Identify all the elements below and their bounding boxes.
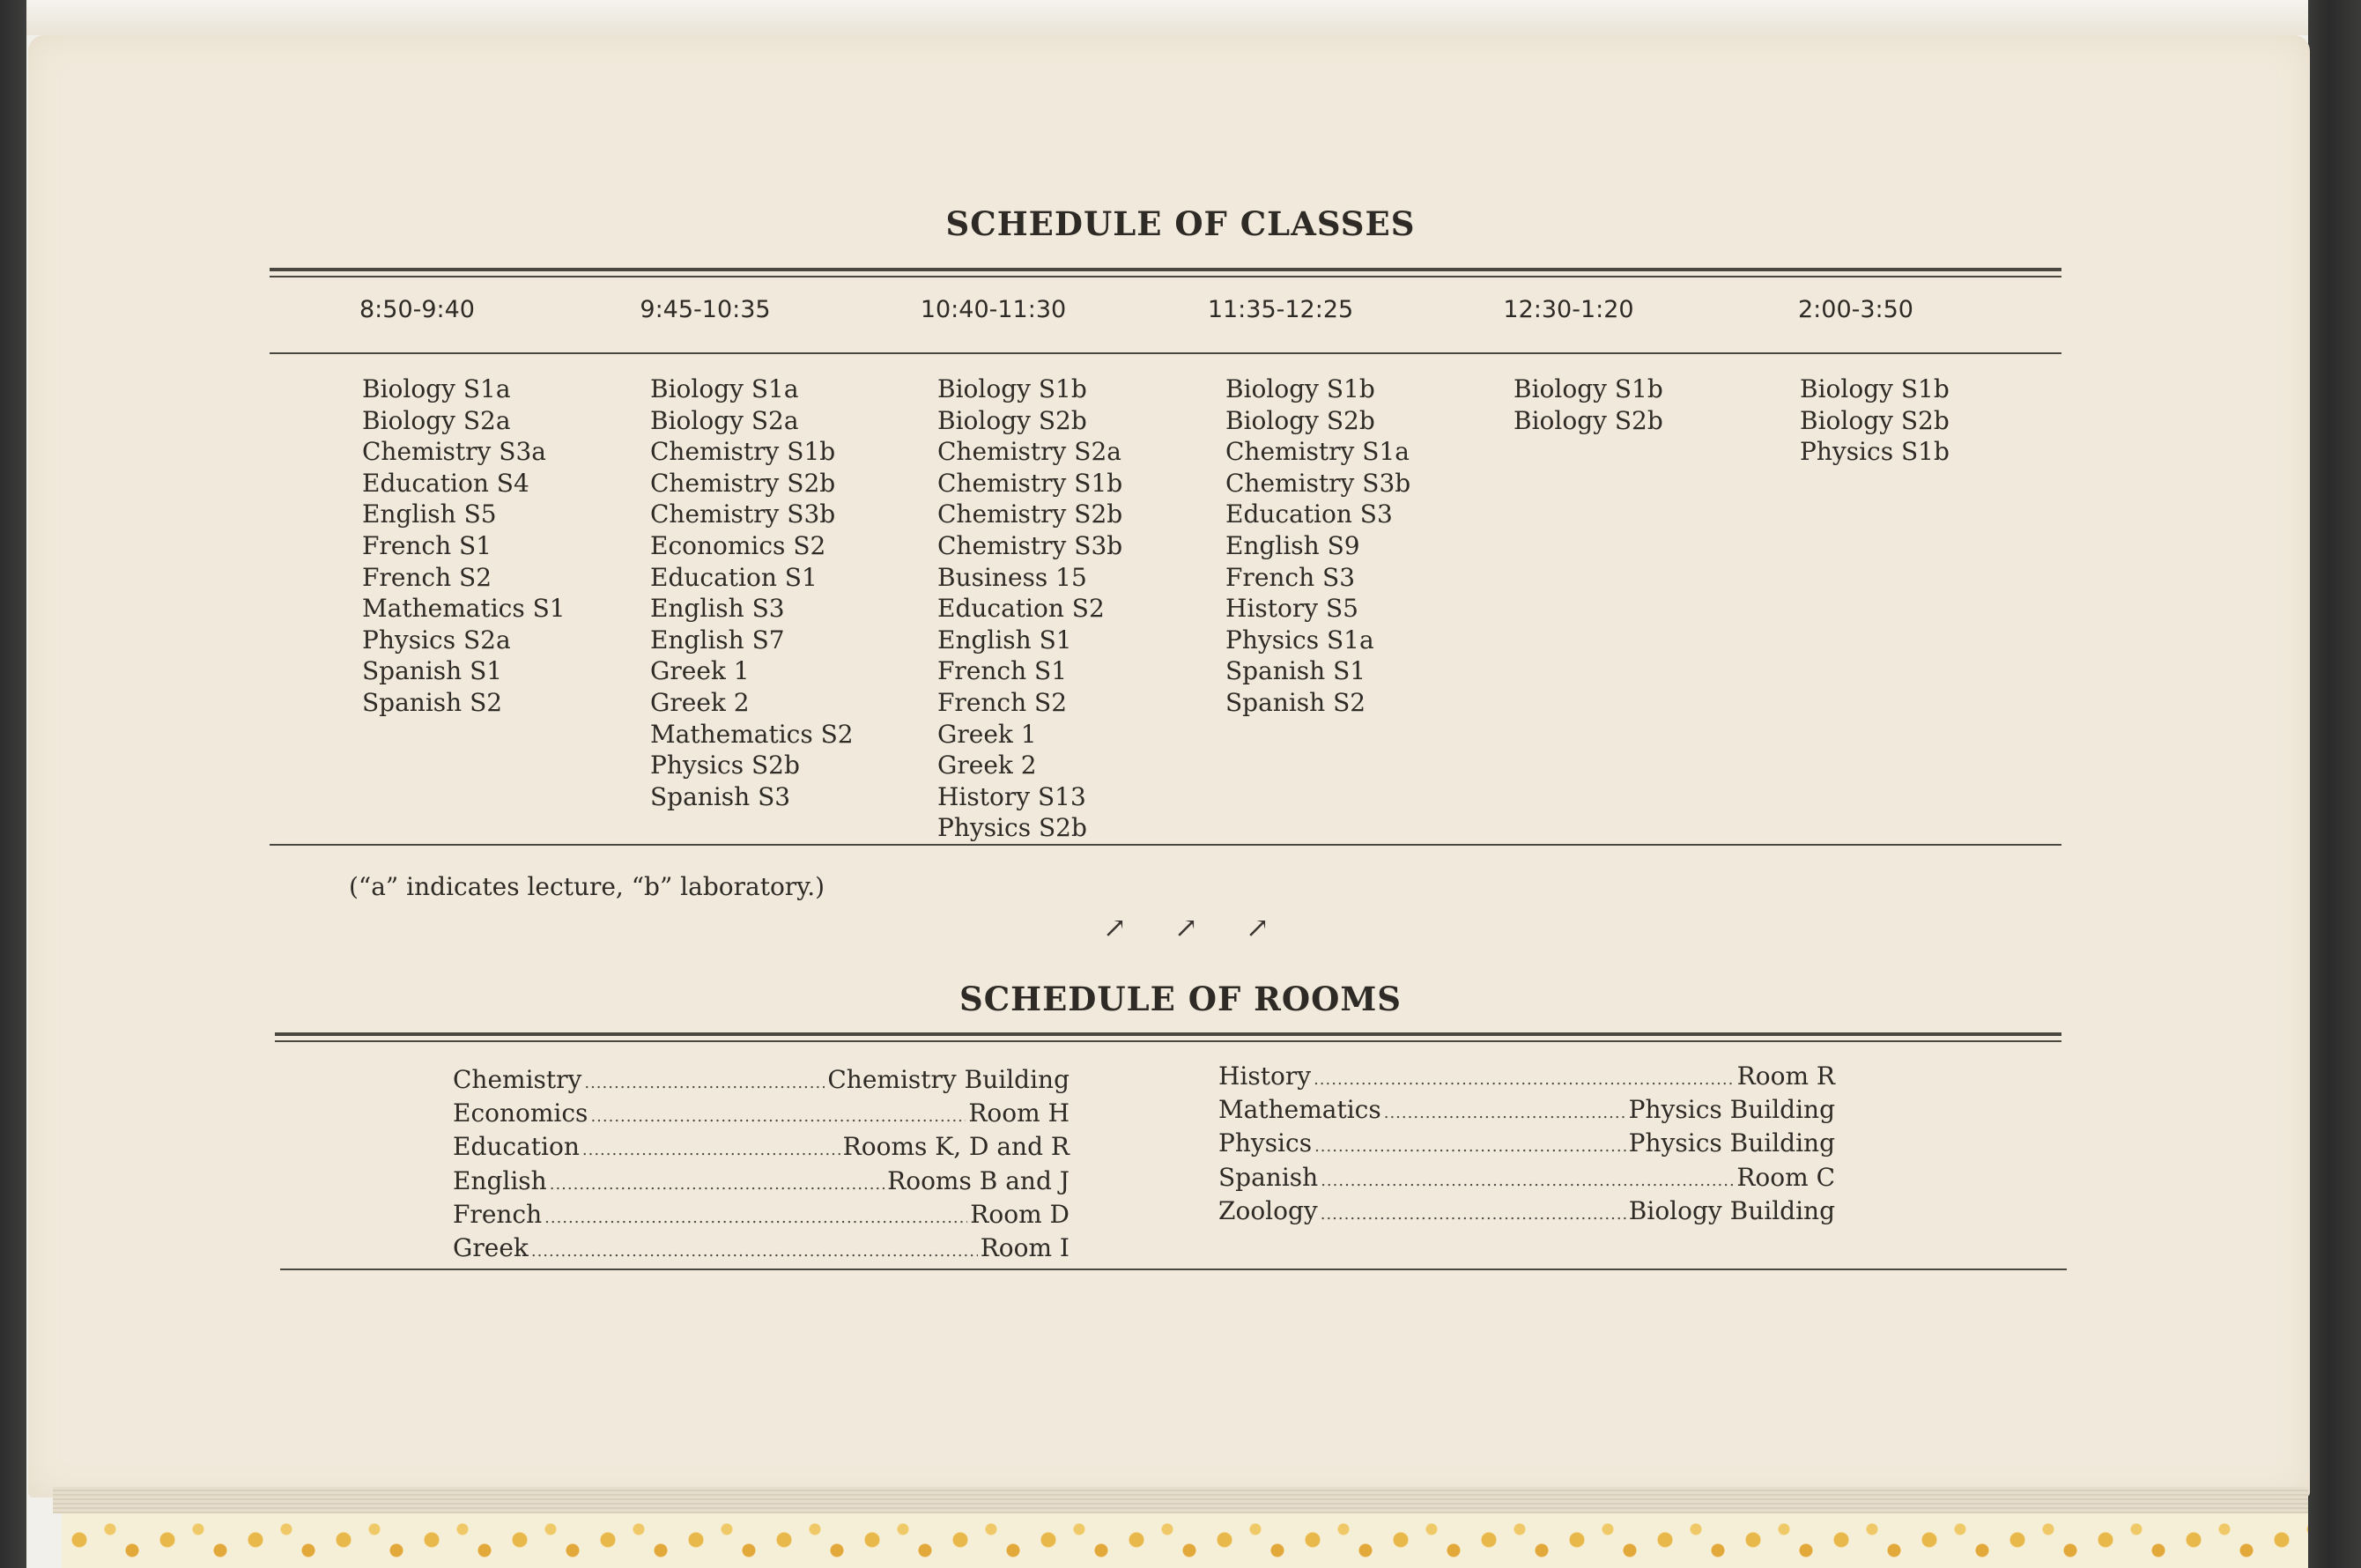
class-entry: Business 15 (937, 562, 1087, 592)
class-entry: Biology S2a (362, 405, 511, 435)
class-entry: Biology S2b (1514, 405, 1663, 435)
time-header-row (273, 296, 2000, 331)
room-location: Physics Building (1628, 1095, 1835, 1125)
dot-leader (584, 1069, 825, 1098)
class-entry: Physics S2b (650, 751, 800, 780)
room-row (1218, 1163, 1835, 1196)
class-entry: Chemistry S2b (650, 468, 836, 498)
room-location: Room I (980, 1233, 1069, 1263)
class-entry: Chemistry S1b (650, 437, 836, 467)
room-subject: Greek (453, 1233, 529, 1263)
class-entry: Chemistry S1a (1225, 437, 1410, 467)
page-top-edge (26, 0, 2308, 35)
class-entry: Biology S1b (1514, 374, 1663, 403)
rooms-rule-thin (275, 1040, 2061, 1042)
class-entry: Spanish S3 (650, 781, 791, 811)
room-subject: Spanish (1218, 1162, 1319, 1192)
class-entry: Education S3 (1225, 499, 1393, 529)
class-column (650, 374, 854, 812)
rooms-rule-thick (275, 1032, 2061, 1036)
room-subject: History (1218, 1061, 1312, 1091)
class-entry: French S1 (362, 530, 492, 560)
schedule-of-rooms-title: SCHEDULE OF ROOMS (958, 980, 1403, 1018)
room-subject: Economics (453, 1098, 588, 1128)
room-location: Room H (968, 1098, 1069, 1128)
room-location: Room C (1736, 1162, 1835, 1192)
class-entry: Spanish S2 (362, 687, 503, 717)
room-subject: French (453, 1199, 543, 1229)
room-list-left (453, 1065, 1069, 1267)
class-entry: Greek 1 (937, 719, 1037, 749)
class-entry: English S7 (650, 625, 785, 655)
class-entry: Greek 2 (650, 687, 750, 717)
dot-leader (544, 1203, 967, 1233)
class-entry: Chemistry S1b (937, 468, 1123, 498)
time-header: 10:40-11:30 (920, 296, 1067, 323)
dot-leader (1314, 1132, 1626, 1162)
room-list-right (1218, 1061, 1835, 1230)
class-entry: Spanish S2 (1225, 687, 1366, 717)
room-row (1218, 1095, 1835, 1128)
class-entry: Chemistry S2a (937, 437, 1121, 467)
class-entry: French S3 (1225, 562, 1356, 592)
class-entry: Physics S2b (937, 813, 1087, 843)
class-column (937, 374, 1122, 844)
room-location: Room R (1736, 1061, 1835, 1091)
room-row (1218, 1196, 1835, 1230)
room-row (453, 1065, 1069, 1098)
section-ornament: ↗ ↗ ↗ (1103, 911, 1289, 944)
class-entry: Biology S1a (650, 374, 799, 403)
class-entry: Greek 2 (937, 751, 1037, 780)
dot-leader (531, 1237, 978, 1267)
class-column (1225, 374, 1410, 719)
room-location: Physics Building (1628, 1128, 1835, 1158)
page-stack-edge (53, 1487, 2308, 1513)
room-subject: English (453, 1165, 547, 1195)
class-entry: English S3 (650, 594, 785, 624)
room-row (453, 1233, 1069, 1267)
class-entry: Spanish S1 (1225, 656, 1366, 686)
class-entry: Physics S2a (362, 625, 511, 655)
class-entry: Chemistry S3b (1225, 468, 1411, 498)
room-subject: Education (453, 1132, 580, 1162)
header-rule (270, 352, 2061, 354)
dot-leader (590, 1102, 966, 1132)
class-entry: Biology S2a (650, 405, 799, 435)
class-entry: Chemistry S3b (937, 530, 1123, 560)
class-entry: Mathematics S2 (650, 719, 854, 749)
title-rule-thin (270, 276, 2061, 277)
dot-leader (550, 1170, 884, 1200)
class-entry: Economics S2 (650, 530, 826, 560)
class-entry: English S5 (362, 499, 497, 529)
class-entry: Education S4 (362, 468, 529, 498)
dot-leader (1321, 1166, 1734, 1196)
room-row (453, 1098, 1069, 1132)
dot-leader (582, 1135, 840, 1165)
room-location: Chemistry Building (827, 1065, 1069, 1094)
dot-leader (1321, 1200, 1626, 1230)
class-entry: French S2 (937, 687, 1068, 717)
room-subject: Zoology (1218, 1195, 1318, 1225)
class-entry: History S5 (1225, 594, 1358, 624)
rooms-bottom-rule (280, 1268, 2067, 1270)
room-subject: Mathematics (1218, 1095, 1381, 1125)
time-header: 8:50-9:40 (359, 296, 475, 323)
title-rule-thick (270, 268, 2061, 271)
floral-endpaper (62, 1513, 2308, 1568)
room-row (453, 1166, 1069, 1200)
class-entry: Biology S1b (1225, 374, 1375, 403)
book-page (28, 35, 2310, 1498)
table-bottom-rule (270, 844, 2061, 846)
class-entry: Biology S1a (362, 374, 511, 403)
class-entry: French S2 (362, 562, 492, 592)
time-header: 12:30-1:20 (1503, 296, 1634, 323)
class-entry: Spanish S1 (362, 656, 503, 686)
class-entry: Education S2 (937, 594, 1105, 624)
room-row (1218, 1061, 1835, 1095)
class-entry: Chemistry S3b (650, 499, 836, 529)
class-entry: Biology S2b (937, 405, 1087, 435)
room-location: Rooms K, D and R (842, 1132, 1069, 1162)
class-column (362, 374, 566, 719)
class-entry: Biology S2b (1800, 405, 1950, 435)
schedule-of-classes-title: SCHEDULE OF CLASSES (945, 204, 1416, 243)
class-entry: Education S1 (650, 562, 818, 592)
time-header: 11:35-12:25 (1207, 296, 1354, 323)
class-entry: Biology S2b (1225, 405, 1375, 435)
dot-leader (1314, 1065, 1735, 1095)
time-header: 2:00-3:50 (1797, 296, 1913, 323)
lecture-lab-note: (“a” indicates lecture, “b” laboratory.) (349, 872, 825, 901)
class-entry: Chemistry S2b (937, 499, 1123, 529)
class-entry: Mathematics S1 (362, 594, 566, 624)
dot-leader (1384, 1098, 1626, 1128)
class-entry: French S1 (937, 656, 1068, 686)
room-subject: Chemistry (453, 1065, 582, 1094)
class-column (1514, 374, 1663, 436)
class-entry: Biology S1b (937, 374, 1087, 403)
room-location: Room D (970, 1199, 1069, 1229)
room-row (453, 1200, 1069, 1233)
time-header: 9:45-10:35 (640, 296, 771, 323)
class-column (1800, 374, 1950, 468)
room-location: Rooms B and J (887, 1165, 1069, 1195)
class-entry: Biology S1b (1800, 374, 1950, 403)
room-subject: Physics (1218, 1128, 1313, 1158)
class-entry: English S1 (937, 625, 1072, 655)
class-entry: Chemistry S3a (362, 437, 546, 467)
class-entry: English S9 (1225, 530, 1360, 560)
class-entry: History S13 (937, 781, 1086, 811)
room-row (453, 1132, 1069, 1165)
room-row (1218, 1128, 1835, 1162)
room-location: Biology Building (1628, 1195, 1835, 1225)
class-entry: Greek 1 (650, 656, 750, 686)
class-entry: Physics S1a (1225, 625, 1374, 655)
class-entry: Physics S1b (1800, 437, 1950, 467)
